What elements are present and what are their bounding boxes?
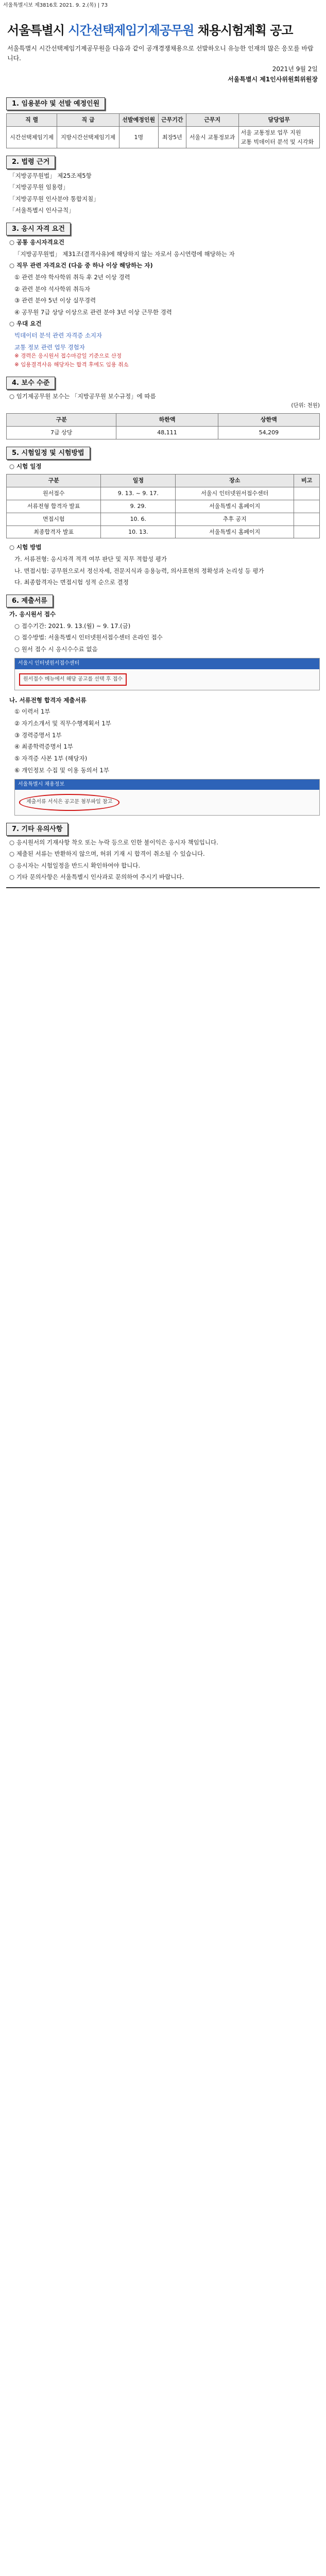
- section-heading: 3. 응시 자격 요건: [6, 223, 71, 235]
- table-row: [7, 426, 320, 439]
- list-item: ○ 접수방법: 서울특별시 인터넷원서접수센터 온라인 접수: [14, 634, 163, 641]
- subheading: 나. 서류전형 합격자 제출서류: [9, 696, 87, 704]
- td: [294, 487, 320, 500]
- list-item: ○ 응시자는 시험일정을 반드시 확인하여야 합니다.: [9, 861, 141, 869]
- subheading: ○ 시험 방법: [9, 544, 42, 551]
- subheading: 가. 응시원서 접수: [9, 610, 56, 618]
- td: 면접시험: [7, 513, 101, 526]
- list-item: ③ 관련 분야 5년 이상 실무경력: [14, 297, 96, 304]
- th: 비고: [294, 474, 320, 487]
- paragraph: ○ 임기제공무원 보수는 「지방공무원 보수규정」에 따름: [9, 393, 156, 400]
- td: 추후 공지: [176, 513, 294, 526]
- list-item: ○ 응시원서의 기재사항 착오 또는 누락 등으로 인한 불이익은 응시자 책임입니다.: [9, 838, 218, 846]
- list-item: ① 이력서 1부: [14, 708, 50, 716]
- list-item: ⑥ 개인정보 수집 및 이용 동의서 1부: [14, 766, 109, 774]
- td: 48,111: [116, 426, 218, 439]
- th: 선발예정인원: [119, 114, 158, 127]
- td: 최장5년: [158, 126, 186, 148]
- th: 구분: [7, 414, 116, 427]
- td: 서울특별시 홈페이지: [176, 526, 294, 538]
- list-item: 「서울특별시 인사규칙」: [9, 207, 75, 214]
- section-heading: 7. 기타 유의사항: [6, 823, 68, 836]
- list-item: ② 자기소개서 및 직무수행계획서 1부: [14, 720, 111, 727]
- list-item: 나. 면접시험: 공무원으로서 정신자세, 전문지식과 응용능력, 의사표현의 정확성과 논리성 등 평가: [14, 567, 264, 574]
- list-item: ⑤ 자격증 사본 1부 (해당자): [14, 754, 88, 762]
- td: 시간선택제임기제: [7, 126, 57, 148]
- td: 9. 13. ~ 9. 17.: [101, 487, 176, 500]
- list-item: ① 관련 분야 학사학위 취득 후 2년 이상 경력: [14, 273, 130, 281]
- th: 담당업무: [238, 114, 319, 127]
- td: 7급 상당: [7, 426, 116, 439]
- section-heading: 5. 시험일정 및 시험방법: [6, 447, 90, 460]
- list-item: ④ 최종학력증명서 1부: [14, 743, 73, 751]
- list-item: ○ 제출된 서류는 반환하지 않으며, 허위 기재 시 합격이 취소될 수 있습니다.: [9, 850, 205, 858]
- td: 지방시간선택제임기제: [57, 126, 119, 148]
- list-item: ○ 원서 접수 시 응시수수료 없음: [14, 645, 98, 653]
- screenshot-body: [15, 669, 319, 690]
- divider: [6, 887, 320, 888]
- list-item: 「지방공무원법」 제25조제5항: [9, 172, 92, 179]
- th: 직 렬: [7, 114, 57, 127]
- table-row: [7, 500, 320, 513]
- td: 10. 13.: [101, 526, 176, 538]
- section-law: [6, 156, 320, 215]
- section-schedule: [6, 447, 320, 587]
- site-screenshot: [14, 779, 320, 815]
- paragraph: 「지방공무원법」 제31조(결격사유)에 해당하지 않는 자로서 응시연령에 해당하는 자: [14, 250, 235, 258]
- subheading: ○ 시험 일정: [9, 462, 42, 470]
- table-row: [7, 513, 320, 526]
- screenshot-body: [15, 790, 319, 815]
- td: [294, 513, 320, 526]
- list-item: 다. 최종합격자는 면접시험 성적 순으로 결정: [14, 579, 129, 586]
- td: 서울 교통정보 업무 지원 교통 빅데이터 분석 및 시각화: [238, 126, 319, 148]
- table-row: [7, 126, 320, 148]
- td: 원서접수: [7, 487, 101, 500]
- list-item: ○ 접수기간: 2021. 9. 13.(월) ~ 9. 17.(금): [14, 622, 131, 630]
- highlight-box: 원서접수 메뉴에서 해당 공고를 선택 후 접수: [19, 673, 127, 686]
- section-heading: 4. 보수 수준: [6, 377, 55, 389]
- th: 직 급: [57, 114, 119, 127]
- schedule-table: [6, 474, 320, 538]
- section-heading: 2. 법령 근거: [6, 156, 55, 168]
- subheading: ○ 직무 관련 자격요건 (다음 중 하나 이상 해당하는 자): [9, 262, 153, 269]
- td: 9. 29.: [101, 500, 176, 513]
- td: 서울시 교통정보과: [186, 126, 238, 148]
- th: 구분: [7, 474, 101, 487]
- page-title: 서울특별시 시간선택제임기제공무원 채용시험계획 공고: [7, 23, 293, 38]
- th: 장소: [176, 474, 294, 487]
- pay-table: [6, 413, 320, 439]
- td: 최종합격자 발표: [7, 526, 101, 538]
- list-item: ④ 공무원 7급 상당 이상으로 관련 분야 3년 이상 근무한 경력: [14, 308, 172, 316]
- title-block: [7, 21, 318, 84]
- list-item: 교통 정보 관련 업무 경험자: [14, 343, 85, 351]
- table-row: [7, 487, 320, 500]
- td: [294, 526, 320, 538]
- td: 54,209: [218, 426, 319, 439]
- list-item: 가. 서류전형: 응시자격 적격 여부 판단 및 직무 적합성 평가: [14, 555, 167, 563]
- td: 서울특별시 홈페이지: [176, 500, 294, 513]
- lead-text: 서울특별시 시간선택제임기제공무원을 다음과 같이 공개경쟁채용으로 선발하오니 유능한 인재의 많은 응모를 바랍니다.: [7, 44, 314, 62]
- list-item: ② 관련 분야 석사학위 취득자: [14, 285, 91, 293]
- table-row: [7, 526, 320, 538]
- positions-table: [6, 113, 320, 148]
- site-screenshot: [14, 658, 320, 690]
- list-item: 「지방공무원 임용령」: [9, 183, 69, 191]
- th: 하한액: [116, 414, 218, 427]
- list-item: ③ 경력증명서 1부: [14, 731, 62, 739]
- th: 상한액: [218, 414, 319, 427]
- td: 서울시 인터넷원서접수센터: [176, 487, 294, 500]
- section-pay: [6, 377, 320, 439]
- td: 서류전형 합격자 발표: [7, 500, 101, 513]
- issuer: 서울특별시 제1인사위원회위원장: [228, 75, 318, 83]
- notice-date: 2021년 9월 2일: [272, 65, 318, 73]
- section-notes: [6, 823, 320, 889]
- subheading: ○ 공통 응시자격요건: [9, 239, 64, 246]
- unit-label: (단위: 천원): [291, 402, 320, 409]
- section-documents: [6, 595, 320, 816]
- section-positions: [6, 97, 320, 148]
- highlight-circle: 제출서류 서식은 공고문 첨부파일 참고: [19, 794, 119, 810]
- th: 근무기간: [158, 114, 186, 127]
- screenshot-title: 서울특별시 채용정보: [15, 779, 319, 790]
- list-item: 빅데이터 분석 관련 자격증 소지자: [14, 332, 102, 340]
- screenshot-title: 서울시 인터넷원서접수센터: [15, 658, 319, 669]
- notice-content: [6, 90, 320, 888]
- gazette-header: 서울특별시보 제3816호 2021. 9. 2.(목) | 73: [3, 3, 108, 8]
- note: ※ 경력은 응시원서 접수마감일 기준으로 산정: [14, 353, 122, 360]
- list-item: ○ 기타 문의사항은 서울특별시 인사과로 문의하여 주시기 바랍니다.: [9, 873, 184, 881]
- td: 1명: [119, 126, 158, 148]
- th: 일정: [101, 474, 176, 487]
- section-eligibility: [6, 223, 320, 369]
- section-heading: 1. 임용분야 및 선발 예정인원: [6, 97, 105, 110]
- td: 10. 6.: [101, 513, 176, 526]
- list-item: 「지방공무원 인사분야 통합지침」: [9, 195, 99, 202]
- note: ※ 임용결격사유 해당자는 합격 후에도 임용 취소: [14, 362, 129, 368]
- subheading: ○ 우대 요건: [9, 320, 42, 328]
- dateline: [7, 64, 318, 84]
- th: 근무지: [186, 114, 238, 127]
- td: [294, 500, 320, 513]
- section-heading: 6. 제출서류: [6, 595, 53, 607]
